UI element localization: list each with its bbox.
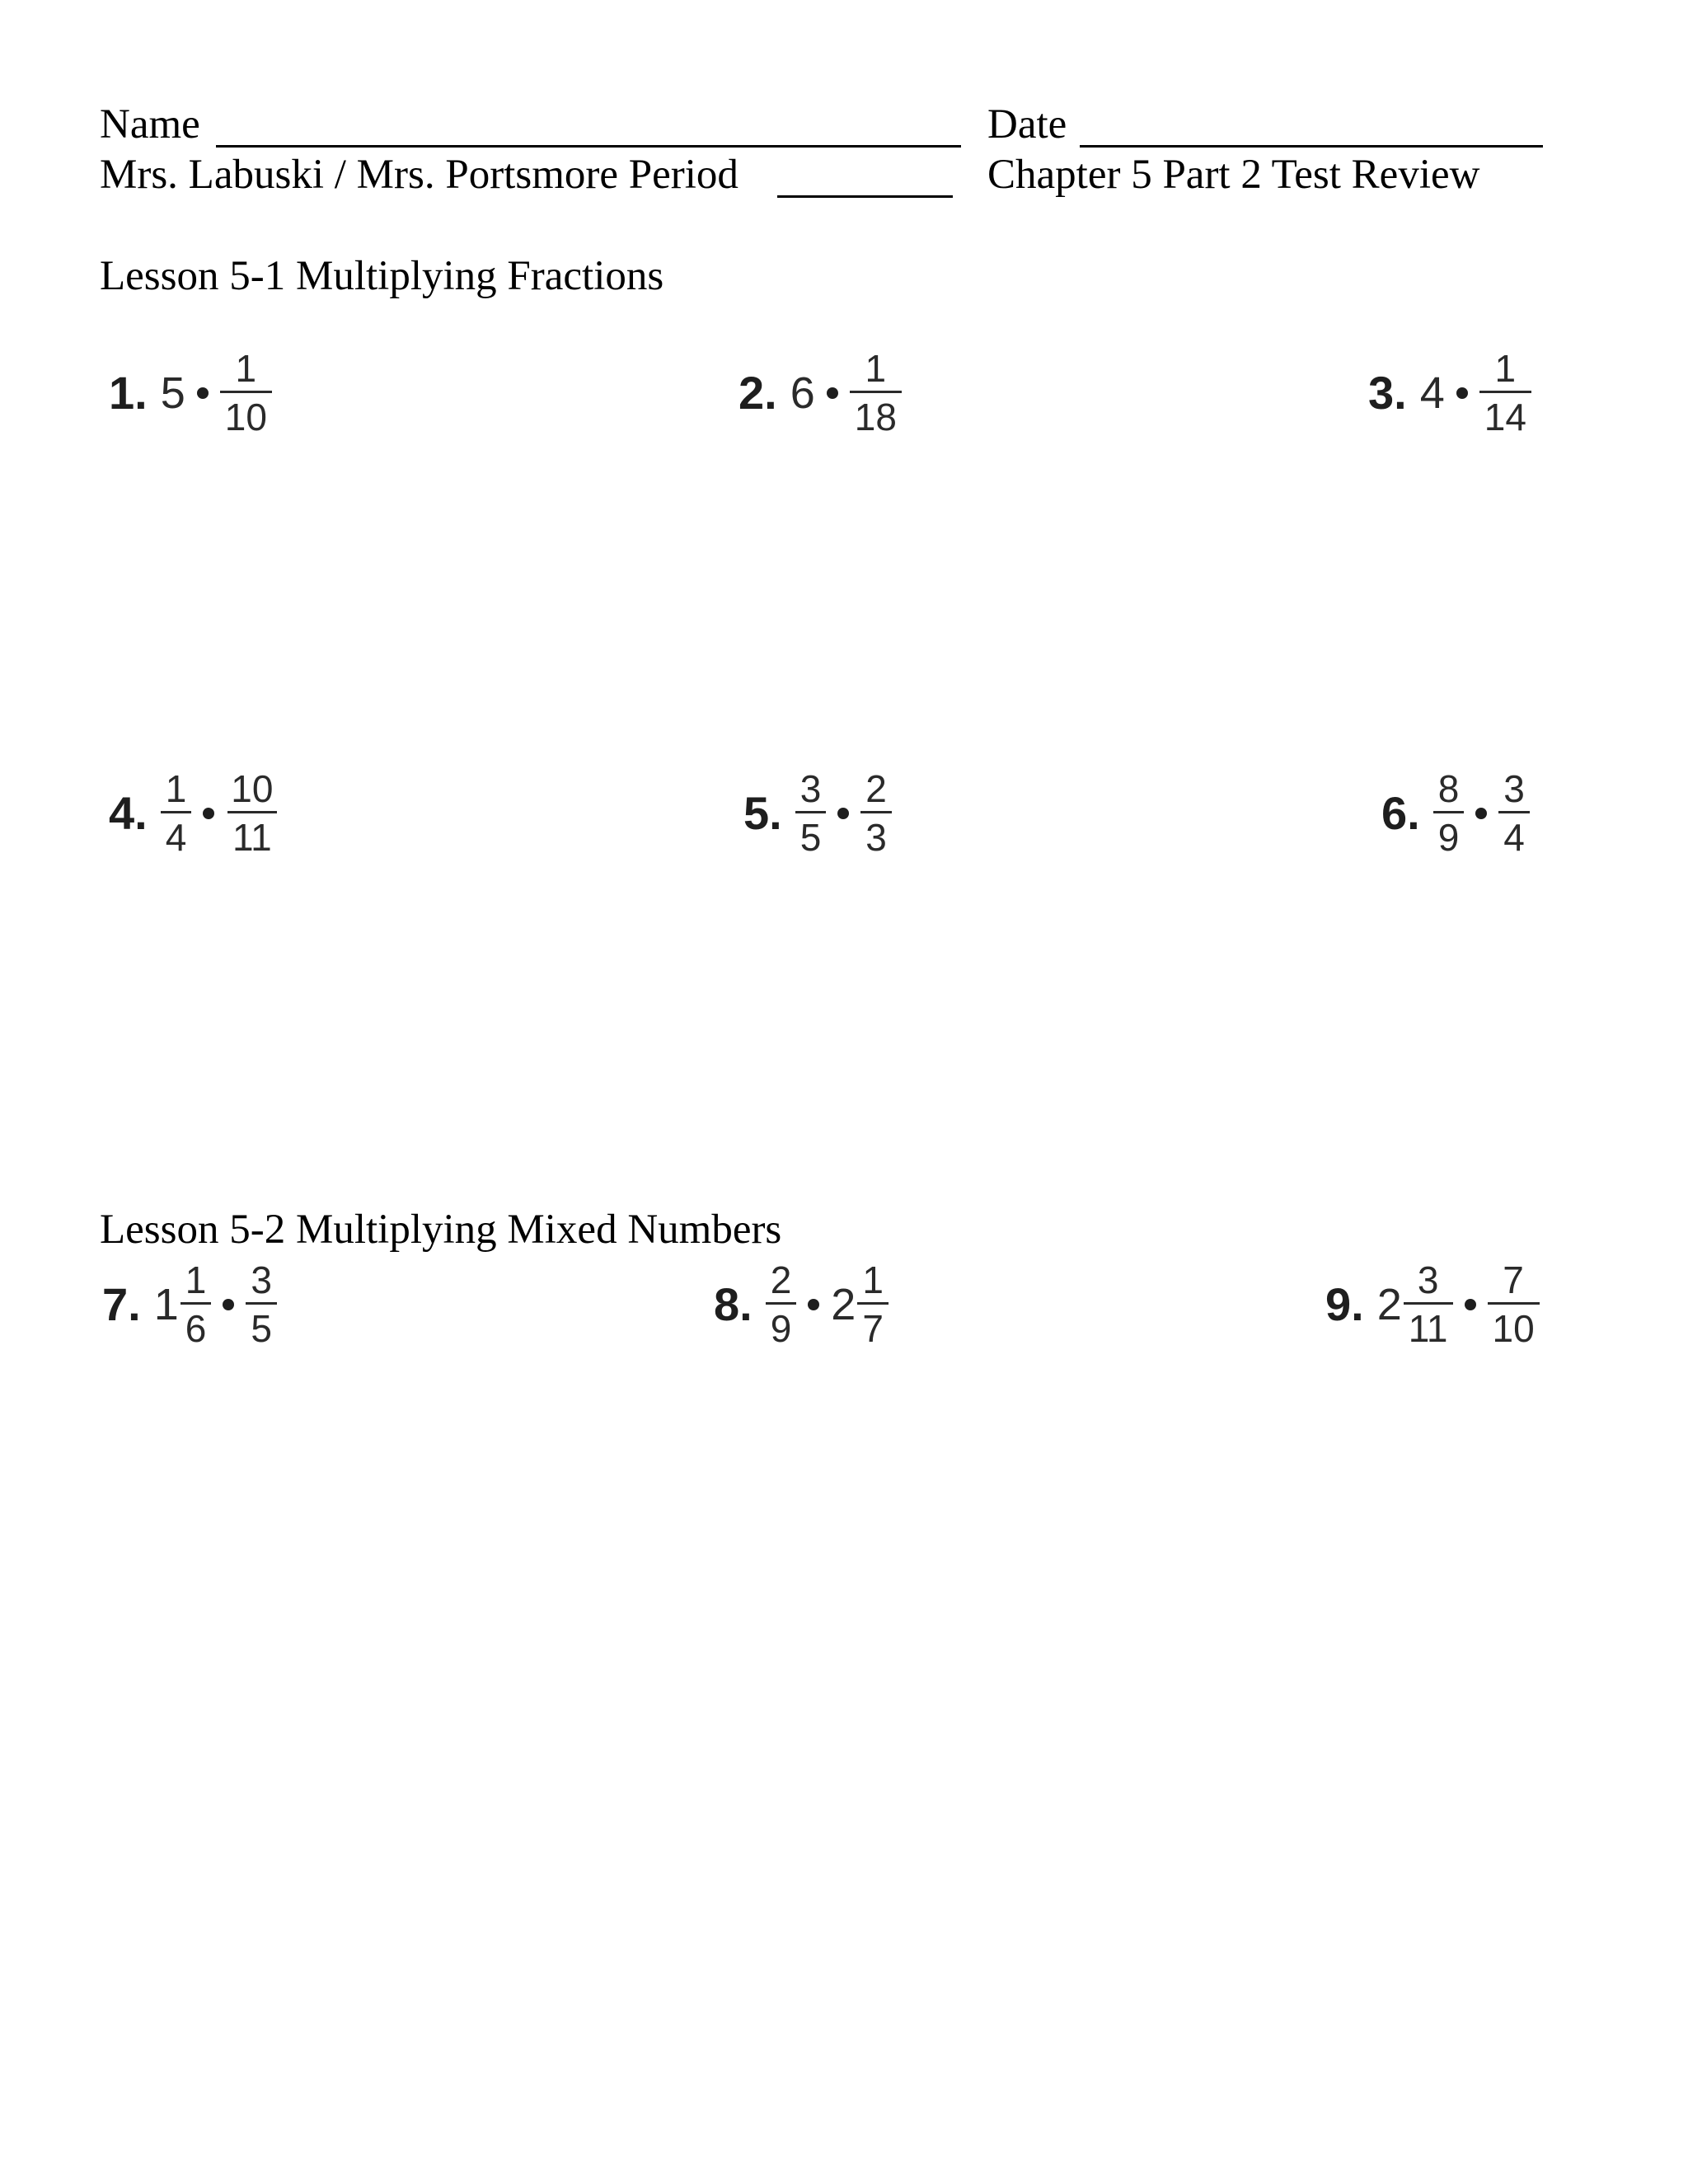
denominator: 14 <box>1479 391 1531 436</box>
fraction <box>850 349 902 436</box>
denominator: 5 <box>795 811 827 856</box>
date-label: Date <box>987 101 1067 148</box>
fraction <box>181 1258 212 1350</box>
numerator: 3 <box>1503 767 1525 810</box>
whole-number: 6 <box>790 368 815 418</box>
multiply-dot-icon <box>1456 387 1468 399</box>
problem-9 <box>1325 1258 1540 1350</box>
multiply-dot-icon <box>197 387 209 399</box>
denominator: 3 <box>860 811 892 856</box>
fraction <box>1488 1258 1540 1350</box>
fraction <box>1404 1258 1453 1350</box>
denominator: 5 <box>246 1302 277 1347</box>
problem-number: 8. <box>714 1278 753 1330</box>
fraction <box>860 767 892 859</box>
problem-2 <box>738 349 902 436</box>
name-blank[interactable] <box>216 145 961 148</box>
numerator: 1 <box>1494 347 1517 390</box>
fraction <box>795 767 827 859</box>
fraction <box>1479 349 1531 436</box>
whole-number: 1 <box>153 1279 179 1329</box>
fraction <box>1498 767 1530 859</box>
multiply-dot-icon <box>808 1299 819 1310</box>
period-blank[interactable] <box>777 195 953 198</box>
problem-6 <box>1381 767 1530 859</box>
numerator: 2 <box>770 1258 792 1301</box>
multiply-dot-icon <box>223 1299 234 1310</box>
fraction <box>226 767 278 859</box>
multiply-dot-icon <box>1465 1299 1476 1310</box>
multiply-dot-icon <box>203 808 214 819</box>
multiply-dot-icon <box>827 387 838 399</box>
problem-number: 5. <box>743 787 782 839</box>
multiply-dot-icon <box>837 808 849 819</box>
numerator: 1 <box>165 767 187 810</box>
problem-number: 1. <box>109 367 148 419</box>
whole-number: 2 <box>1376 1279 1402 1329</box>
denominator: 4 <box>161 811 192 856</box>
denominator: 7 <box>857 1302 889 1347</box>
numerator: 3 <box>251 1258 272 1301</box>
whole-number: 4 <box>1419 368 1445 418</box>
fraction <box>857 1258 889 1350</box>
numerator: 1 <box>865 347 887 390</box>
problem-number: 9. <box>1325 1278 1364 1330</box>
numerator: 7 <box>1503 1258 1524 1301</box>
denominator: 10 <box>1488 1302 1540 1347</box>
denominator: 10 <box>220 391 272 436</box>
numerator: 1 <box>862 1258 884 1301</box>
denominator: 11 <box>1404 1302 1453 1347</box>
section-heading: Lesson 5-1 Multiplying Fractions <box>100 253 664 299</box>
fraction <box>220 349 272 436</box>
problem-number: 3. <box>1368 367 1407 419</box>
numerator: 1 <box>235 347 257 390</box>
problem-number: 7. <box>102 1278 141 1330</box>
fraction <box>1433 767 1465 859</box>
denominator: 9 <box>766 1302 797 1347</box>
numerator: 10 <box>231 767 274 810</box>
denominator: 9 <box>1433 811 1465 856</box>
numerator: 2 <box>865 767 887 810</box>
problem-7 <box>102 1258 277 1350</box>
problem-number: 2. <box>738 367 777 419</box>
numerator: 1 <box>185 1258 207 1301</box>
problem-4 <box>109 767 278 859</box>
problem-3 <box>1368 349 1531 436</box>
whole-number: 2 <box>831 1279 856 1329</box>
problem-1 <box>109 349 272 436</box>
denominator: 18 <box>850 391 902 436</box>
fraction <box>766 1258 797 1350</box>
problem-number: 6. <box>1381 787 1420 839</box>
page-title: Chapter 5 Part 2 Test Review <box>987 152 1480 198</box>
fraction <box>246 1258 277 1350</box>
denominator: 4 <box>1498 811 1530 856</box>
denominator: 6 <box>181 1302 212 1347</box>
denominator: 11 <box>227 811 277 856</box>
section-heading: Lesson 5-2 Multiplying Mixed Numbers <box>100 1207 782 1253</box>
name-label: Name <box>100 101 200 148</box>
problem-number: 4. <box>109 787 148 839</box>
whole-number: 5 <box>160 368 185 418</box>
fraction <box>161 767 192 859</box>
numerator: 3 <box>799 767 822 810</box>
numerator: 3 <box>1417 1258 1439 1301</box>
multiply-dot-icon <box>1475 808 1487 819</box>
problem-8 <box>714 1258 889 1350</box>
teacher-period-label: Mrs. Labuski / Mrs. Portsmore Period <box>100 152 738 198</box>
problem-5 <box>743 767 892 859</box>
date-blank[interactable] <box>1080 145 1543 148</box>
numerator: 8 <box>1437 767 1460 810</box>
